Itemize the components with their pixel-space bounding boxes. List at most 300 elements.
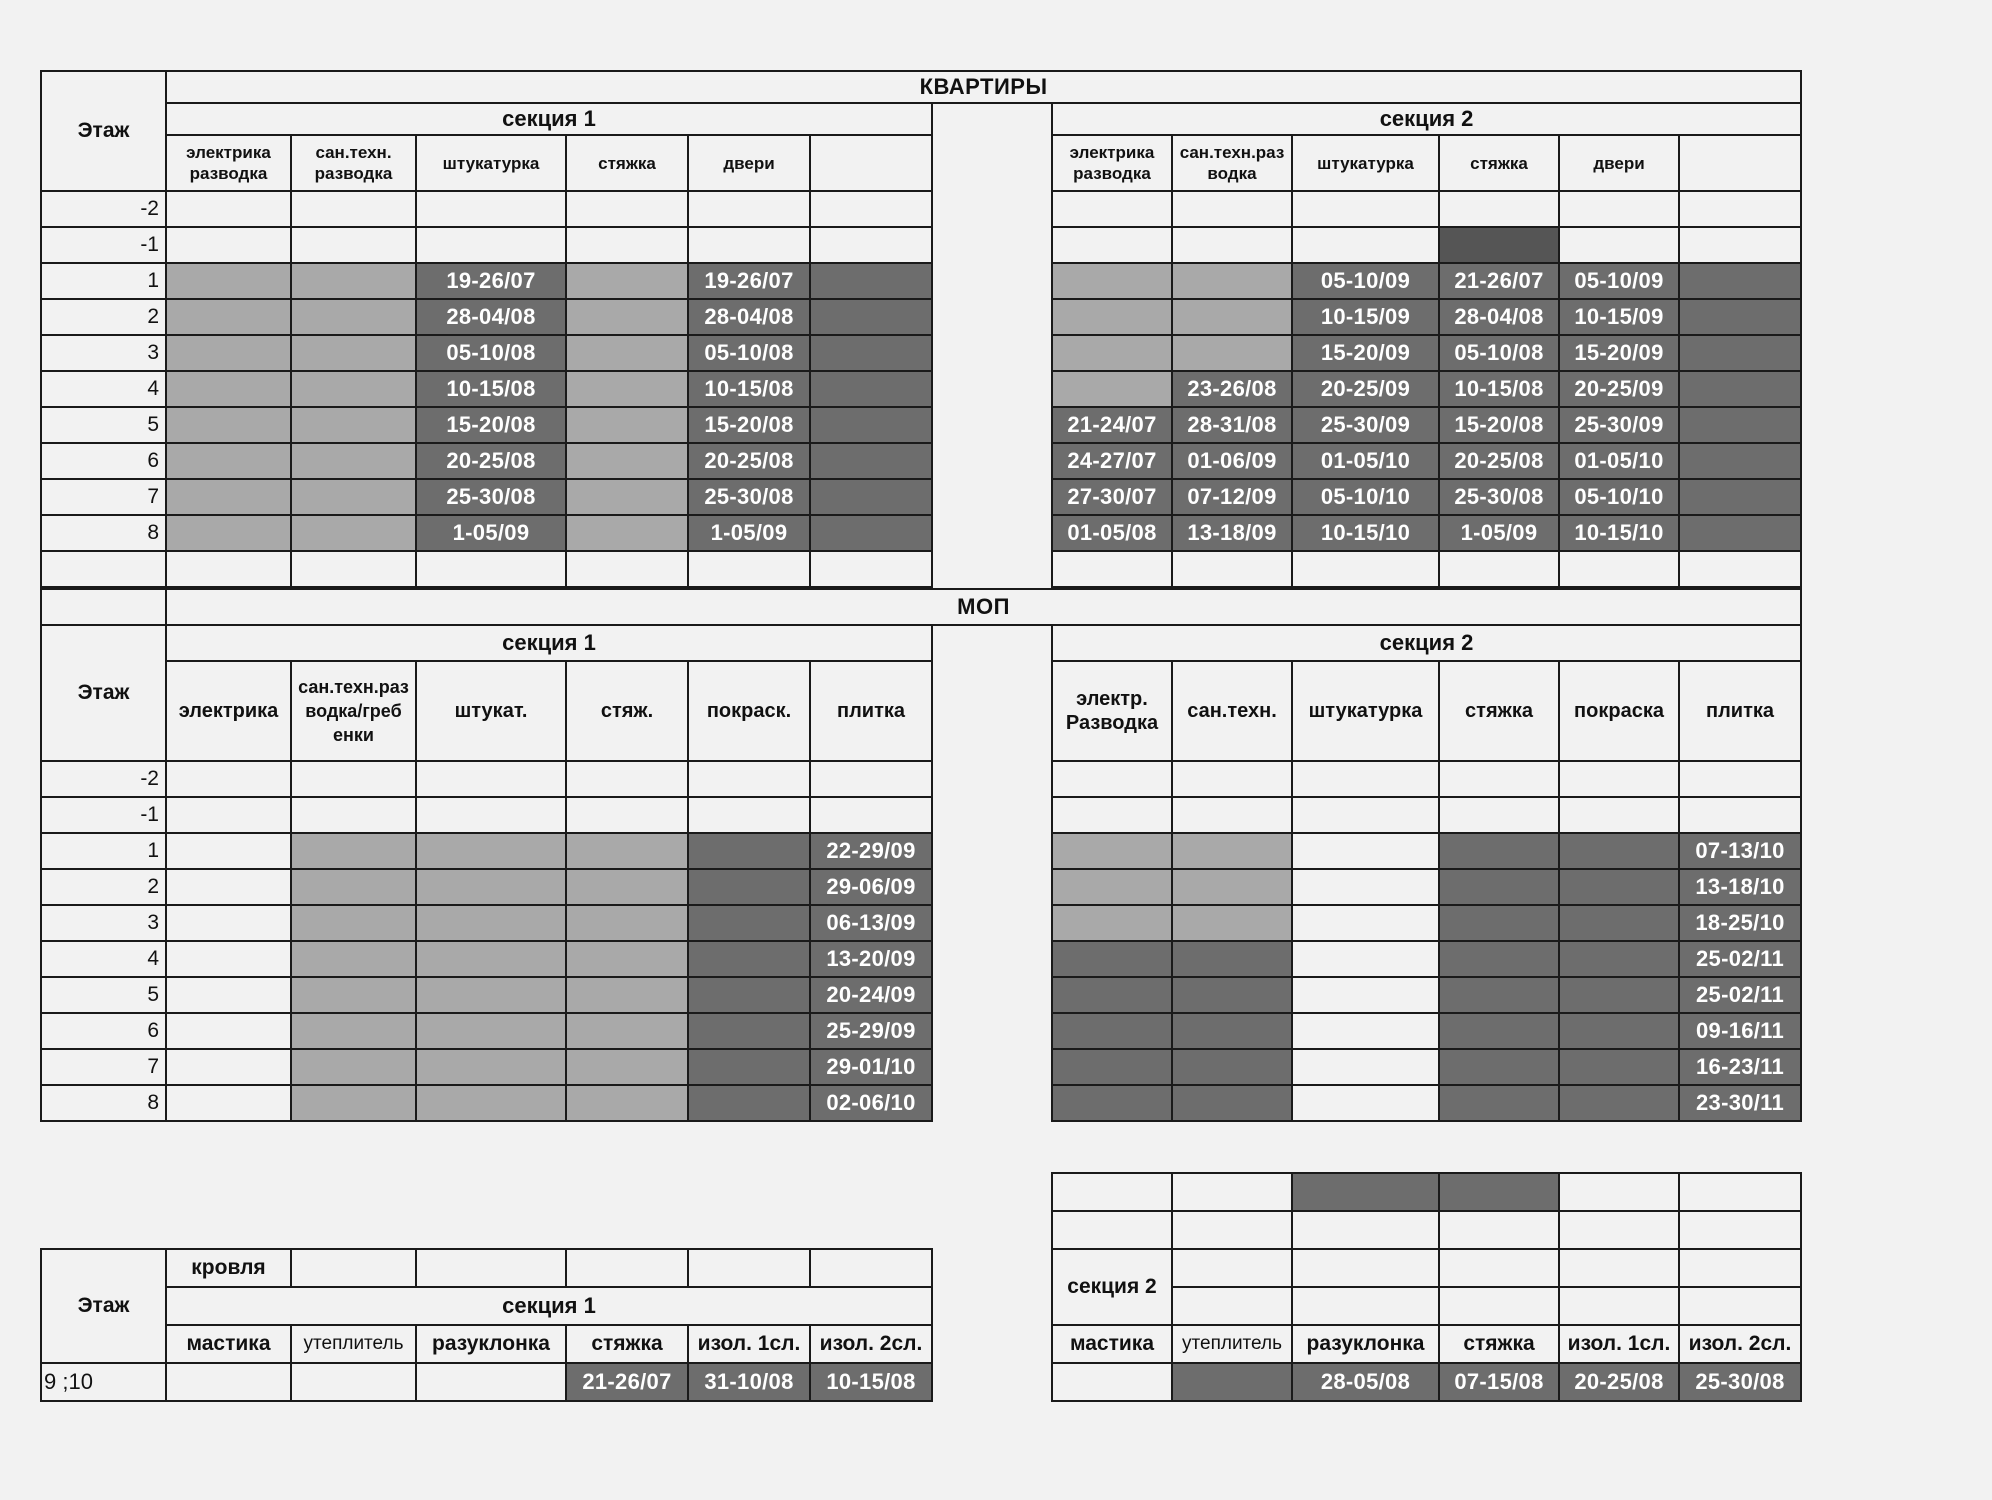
floor-header: Этаж [41, 71, 166, 191]
schedule-cell [810, 515, 932, 551]
schedule-cell [416, 1049, 566, 1085]
schedule-cell [1052, 335, 1172, 371]
schedule-cell [1172, 833, 1292, 869]
schedule-cell [1292, 191, 1439, 227]
floor-row [41, 371, 1801, 407]
schedule-cell [166, 407, 291, 443]
schedule-cell [291, 1085, 416, 1121]
schedule-cell [566, 905, 688, 941]
schedule-cell [291, 443, 416, 479]
schedule-cell: 23-30/11 [1679, 1085, 1801, 1121]
section-gap [932, 479, 1052, 515]
roof-cell: 07-15/08 [1439, 1363, 1559, 1401]
schedule-cell: 10-15/09 [1559, 299, 1679, 335]
schedule-cell [1052, 371, 1172, 407]
schedule-cell: 01-06/09 [1172, 443, 1292, 479]
schedule-cell [166, 263, 291, 299]
floor-number: 2 [41, 869, 166, 905]
section-gap [932, 905, 1052, 941]
schedule-cell: 25-29/09 [810, 1013, 932, 1049]
schedule-cell [810, 263, 932, 299]
schedule-cell [1172, 941, 1292, 977]
schedule-cell [688, 941, 810, 977]
schedule-cell [416, 1013, 566, 1049]
schedule-cell [416, 905, 566, 941]
schedule-cell [416, 797, 566, 833]
schedule-cell [688, 227, 810, 263]
schedule-cell [166, 371, 291, 407]
schedule-cell [688, 977, 810, 1013]
schedule-cell [166, 941, 291, 977]
schedule-cell [291, 371, 416, 407]
col-header-empty [1679, 135, 1801, 191]
col-header: электрика разводка [166, 135, 291, 191]
schedule-cell [688, 905, 810, 941]
schedule-cell [566, 869, 688, 905]
schedule-cell: 29-06/09 [810, 869, 932, 905]
schedule-cell [166, 977, 291, 1013]
floor-row [41, 1085, 1801, 1121]
schedule-cell: 28-31/08 [1172, 407, 1292, 443]
schedule-cell [166, 905, 291, 941]
section2-header: секция 2 [1052, 625, 1801, 661]
schedule-cell: 01-05/08 [1052, 515, 1172, 551]
schedule-cell: 05-10/08 [1439, 335, 1559, 371]
floor-number: 2 [41, 299, 166, 335]
schedule-cell [166, 227, 291, 263]
roof-floor: 9 ;10 [41, 1363, 166, 1401]
floor-number: 1 [41, 263, 166, 299]
schedule-cell: 10-15/08 [416, 371, 566, 407]
mop-body [41, 761, 1801, 1121]
schedule-cell [1439, 905, 1559, 941]
schedule-cell [1052, 1013, 1172, 1049]
schedule-cell [1679, 263, 1801, 299]
section-gap [932, 761, 1052, 797]
section-gap [932, 371, 1052, 407]
mop-title: МОП [166, 589, 1801, 625]
schedule-cell [688, 833, 810, 869]
col-header: сан.техн.раз водка [1172, 135, 1292, 191]
section-gap [932, 1049, 1052, 1085]
schedule-cell [166, 1013, 291, 1049]
schedule-cell: 28-04/08 [688, 299, 810, 335]
schedule-cell [1559, 1049, 1679, 1085]
col-header: сан.техн. разводка [291, 135, 416, 191]
schedule-cell [1439, 833, 1559, 869]
col-header: изол. 1сл. [688, 1325, 810, 1363]
schedule-cell [1292, 833, 1439, 869]
schedule-cell [1559, 977, 1679, 1013]
col-header: штукат. [416, 661, 566, 761]
schedule-cell: 02-06/10 [810, 1085, 932, 1121]
schedule-cell [166, 1049, 291, 1085]
schedule-cell [166, 443, 291, 479]
schedule-cell: 07-12/09 [1172, 479, 1292, 515]
schedule-cell [1439, 941, 1559, 977]
schedule-cell: 23-26/08 [1172, 371, 1292, 407]
col-header: электрика [166, 661, 291, 761]
schedule-cell [688, 1049, 810, 1085]
schedule-cell [1052, 1049, 1172, 1085]
schedule-cell: 20-25/08 [416, 443, 566, 479]
floor-row [41, 263, 1801, 299]
col-header: изол. 2сл. [1679, 1325, 1801, 1363]
schedule-cell [416, 191, 566, 227]
schedule-cell [1679, 797, 1801, 833]
schedule-cell: 20-25/08 [1439, 443, 1559, 479]
schedule-cell [166, 515, 291, 551]
schedule-cell [1172, 977, 1292, 1013]
roof-cell: 21-26/07 [566, 1363, 688, 1401]
schedule-cell [566, 263, 688, 299]
schedule-cell: 10-15/08 [688, 371, 810, 407]
col-header: стяжка [566, 1325, 688, 1363]
schedule-cell [291, 761, 416, 797]
floor-row [41, 833, 1801, 869]
roof-cell: 25-30/08 [1679, 1363, 1801, 1401]
schedule-cell [566, 1013, 688, 1049]
schedule-cell [416, 1085, 566, 1121]
schedule-cell: 28-04/08 [1439, 299, 1559, 335]
col-header: стяжка [1439, 1325, 1559, 1363]
schedule-cell [1292, 977, 1439, 1013]
schedule-cell [166, 761, 291, 797]
schedule-cell [1679, 479, 1801, 515]
schedule-cell [416, 869, 566, 905]
col-header: покраска [1559, 661, 1679, 761]
schedule-cell [1052, 905, 1172, 941]
schedule-cell [1559, 869, 1679, 905]
schedule-cell: 27-30/07 [1052, 479, 1172, 515]
schedule-cell: 16-23/11 [1679, 1049, 1801, 1085]
schedule-cell [1559, 1013, 1679, 1049]
schedule-cell [1559, 797, 1679, 833]
section-gap [932, 977, 1052, 1013]
schedule-cell [1172, 1085, 1292, 1121]
floor-number: 8 [41, 515, 166, 551]
floor-row [41, 191, 1801, 227]
schedule-cell [566, 833, 688, 869]
schedule-cell [1679, 299, 1801, 335]
schedule-cell [1559, 833, 1679, 869]
schedule-cell: 01-05/10 [1559, 443, 1679, 479]
schedule-cell [416, 227, 566, 263]
section-gap [932, 515, 1052, 551]
col-header: изол. 2сл. [810, 1325, 932, 1363]
floor-row [41, 941, 1801, 977]
schedule-cell [688, 761, 810, 797]
schedule-cell [1052, 1085, 1172, 1121]
roof-table [40, 1172, 1802, 1402]
floor-number: -1 [41, 227, 166, 263]
schedule-cell [416, 977, 566, 1013]
schedule-cell [566, 761, 688, 797]
schedule-cell [1559, 191, 1679, 227]
col-header: покраск. [688, 661, 810, 761]
schedule-cell [1172, 1049, 1292, 1085]
col-header: электрика разводка [1052, 135, 1172, 191]
schedule-cell [1292, 797, 1439, 833]
schedule-cell [166, 479, 291, 515]
col-header: плитка [810, 661, 932, 761]
section-gap [932, 335, 1052, 371]
floor-number: 6 [41, 443, 166, 479]
schedule-cell: 10-15/08 [1439, 371, 1559, 407]
schedule-cell: 24-27/07 [1052, 443, 1172, 479]
floor-row [41, 761, 1801, 797]
schedule-sheet [40, 70, 1800, 1402]
schedule-cell [291, 479, 416, 515]
schedule-cell [1439, 1013, 1559, 1049]
schedule-cell [1052, 977, 1172, 1013]
schedule-cell [1439, 977, 1559, 1013]
schedule-cell [166, 869, 291, 905]
col-header: стяжка [1439, 661, 1559, 761]
schedule-cell [566, 479, 688, 515]
floor-header: Этаж [41, 625, 166, 761]
mop-table [40, 588, 1802, 1122]
schedule-cell [166, 1085, 291, 1121]
schedule-cell: 13-18/09 [1172, 515, 1292, 551]
schedule-cell [1439, 1085, 1559, 1121]
col-header: электр. Разводка [1052, 661, 1172, 761]
schedule-cell [688, 797, 810, 833]
schedule-cell [810, 797, 932, 833]
schedule-cell: 20-25/09 [1559, 371, 1679, 407]
col-header: стяжка [1439, 135, 1559, 191]
schedule-cell [291, 515, 416, 551]
schedule-cell [1172, 869, 1292, 905]
roof-cell: 20-25/08 [1559, 1363, 1679, 1401]
schedule-cell [566, 299, 688, 335]
schedule-cell [1052, 941, 1172, 977]
schedule-cell [810, 479, 932, 515]
schedule-cell: 1-05/09 [1439, 515, 1559, 551]
schedule-cell: 10-15/09 [1292, 299, 1439, 335]
section-gap [932, 1013, 1052, 1049]
schedule-cell [166, 797, 291, 833]
section-gap [932, 263, 1052, 299]
schedule-cell [688, 869, 810, 905]
schedule-cell [1439, 761, 1559, 797]
schedule-cell: 25-30/08 [1439, 479, 1559, 515]
floor-row [41, 299, 1801, 335]
schedule-cell [1172, 263, 1292, 299]
floor-number: -2 [41, 191, 166, 227]
schedule-cell [810, 191, 932, 227]
schedule-cell [1292, 1049, 1439, 1085]
schedule-cell [566, 227, 688, 263]
schedule-cell [291, 299, 416, 335]
schedule-cell: 20-25/09 [1292, 371, 1439, 407]
roof-cell [416, 1363, 566, 1401]
schedule-cell: 05-10/09 [1292, 263, 1439, 299]
col-header: штукатурка [1292, 661, 1439, 761]
section-gap [932, 191, 1052, 227]
schedule-cell [1679, 371, 1801, 407]
floor-number: 8 [41, 1085, 166, 1121]
schedule-cell [1679, 227, 1801, 263]
col-header: утеплитель [1172, 1325, 1292, 1363]
schedule-cell [1172, 299, 1292, 335]
schedule-cell [1172, 335, 1292, 371]
floor-number: 3 [41, 335, 166, 371]
schedule-cell [1439, 797, 1559, 833]
schedule-cell [1679, 191, 1801, 227]
roof-cell: 31-10/08 [688, 1363, 810, 1401]
schedule-cell [1292, 941, 1439, 977]
schedule-cell [291, 335, 416, 371]
schedule-cell [566, 443, 688, 479]
schedule-cell: 25-30/09 [1292, 407, 1439, 443]
schedule-cell [1052, 761, 1172, 797]
schedule-cell [1172, 227, 1292, 263]
section-gap [932, 443, 1052, 479]
schedule-cell [291, 941, 416, 977]
schedule-cell [1292, 1085, 1439, 1121]
schedule-cell: 05-10/08 [416, 335, 566, 371]
schedule-cell [416, 941, 566, 977]
schedule-cell [1172, 761, 1292, 797]
schedule-cell: 13-20/09 [810, 941, 932, 977]
floor-row [41, 1049, 1801, 1085]
schedule-cell [291, 263, 416, 299]
col-header: изол. 1сл. [1559, 1325, 1679, 1363]
floor-row [41, 1013, 1801, 1049]
schedule-cell [291, 227, 416, 263]
schedule-cell: 25-02/11 [1679, 977, 1801, 1013]
col-header: утеплитель [291, 1325, 416, 1363]
schedule-cell: 10-15/10 [1292, 515, 1439, 551]
schedule-cell [1439, 191, 1559, 227]
schedule-cell [166, 833, 291, 869]
schedule-cell: 15-20/08 [688, 407, 810, 443]
schedule-cell [566, 191, 688, 227]
schedule-cell: 21-26/07 [1439, 263, 1559, 299]
col-header: плитка [1679, 661, 1801, 761]
schedule-cell [291, 869, 416, 905]
schedule-cell [291, 1049, 416, 1085]
apartments-table [40, 70, 1802, 588]
schedule-cell: 07-13/10 [1679, 833, 1801, 869]
floor-row [41, 227, 1801, 263]
schedule-cell [1439, 1049, 1559, 1085]
section1-header: секция 1 [166, 1287, 932, 1325]
section1-header: секция 1 [166, 625, 932, 661]
schedule-cell [1052, 869, 1172, 905]
roof-cell [166, 1363, 291, 1401]
col-header: двери [1559, 135, 1679, 191]
schedule-cell [566, 797, 688, 833]
section1-header: секция 1 [166, 103, 932, 135]
col-header: стяжка [566, 135, 688, 191]
schedule-cell: 13-18/10 [1679, 869, 1801, 905]
schedule-cell [291, 977, 416, 1013]
schedule-cell [1559, 1085, 1679, 1121]
col-header: мастика [1052, 1325, 1172, 1363]
col-header: разуклонка [1292, 1325, 1439, 1363]
schedule-cell: 19-26/07 [688, 263, 810, 299]
schedule-cell [1292, 869, 1439, 905]
floor-number: 6 [41, 1013, 166, 1049]
schedule-cell [566, 941, 688, 977]
roof-cell: 10-15/08 [810, 1363, 932, 1401]
schedule-cell: 10-15/10 [1559, 515, 1679, 551]
schedule-cell [1439, 227, 1559, 263]
schedule-cell: 22-29/09 [810, 833, 932, 869]
schedule-cell [566, 335, 688, 371]
blank-cell [41, 551, 166, 587]
schedule-cell [566, 371, 688, 407]
section-gap [932, 103, 1052, 191]
schedule-cell [688, 191, 810, 227]
schedule-cell [291, 191, 416, 227]
floor-number: 4 [41, 941, 166, 977]
section-gap [932, 1085, 1052, 1121]
schedule-cell: 25-02/11 [1679, 941, 1801, 977]
schedule-cell [1679, 515, 1801, 551]
schedule-cell [1292, 905, 1439, 941]
apartments-title: КВАРТИРЫ [166, 71, 1801, 103]
section-gap [932, 941, 1052, 977]
col-header: мастика [166, 1325, 291, 1363]
col-header: сан.техн. [1172, 661, 1292, 761]
schedule-cell: 28-04/08 [416, 299, 566, 335]
col-header: штукатурка [1292, 135, 1439, 191]
floor-row [41, 443, 1801, 479]
schedule-cell [1052, 797, 1172, 833]
schedule-cell [291, 797, 416, 833]
floor-number: 5 [41, 977, 166, 1013]
schedule-cell [1679, 443, 1801, 479]
schedule-cell [566, 1085, 688, 1121]
schedule-cell [688, 1013, 810, 1049]
schedule-cell [416, 761, 566, 797]
schedule-cell [566, 407, 688, 443]
section-gap [932, 625, 1052, 761]
schedule-cell: 1-05/09 [416, 515, 566, 551]
schedule-cell [1292, 227, 1439, 263]
schedule-cell: 05-10/10 [1559, 479, 1679, 515]
schedule-cell [1559, 941, 1679, 977]
col-header: сан.техн.раз водка/греб енки [291, 661, 416, 761]
floor-number: 1 [41, 833, 166, 869]
schedule-cell [291, 833, 416, 869]
floor-row [41, 905, 1801, 941]
floor-number: 3 [41, 905, 166, 941]
schedule-cell [291, 905, 416, 941]
schedule-cell [1052, 263, 1172, 299]
col-header: разуклонка [416, 1325, 566, 1363]
schedule-cell [1559, 905, 1679, 941]
col-header: штукатурка [416, 135, 566, 191]
schedule-cell [1172, 1013, 1292, 1049]
section-gap [932, 869, 1052, 905]
schedule-cell [1559, 761, 1679, 797]
schedule-cell: 18-25/10 [1679, 905, 1801, 941]
floor-row [41, 479, 1801, 515]
floor-row [41, 797, 1801, 833]
schedule-cell [566, 977, 688, 1013]
schedule-cell: 01-05/10 [1292, 443, 1439, 479]
schedule-cell [810, 335, 932, 371]
schedule-cell [566, 515, 688, 551]
schedule-cell [566, 1049, 688, 1085]
schedule-cell: 05-10/10 [1292, 479, 1439, 515]
section2-header: секция 2 [1052, 1249, 1172, 1325]
schedule-cell [1172, 905, 1292, 941]
